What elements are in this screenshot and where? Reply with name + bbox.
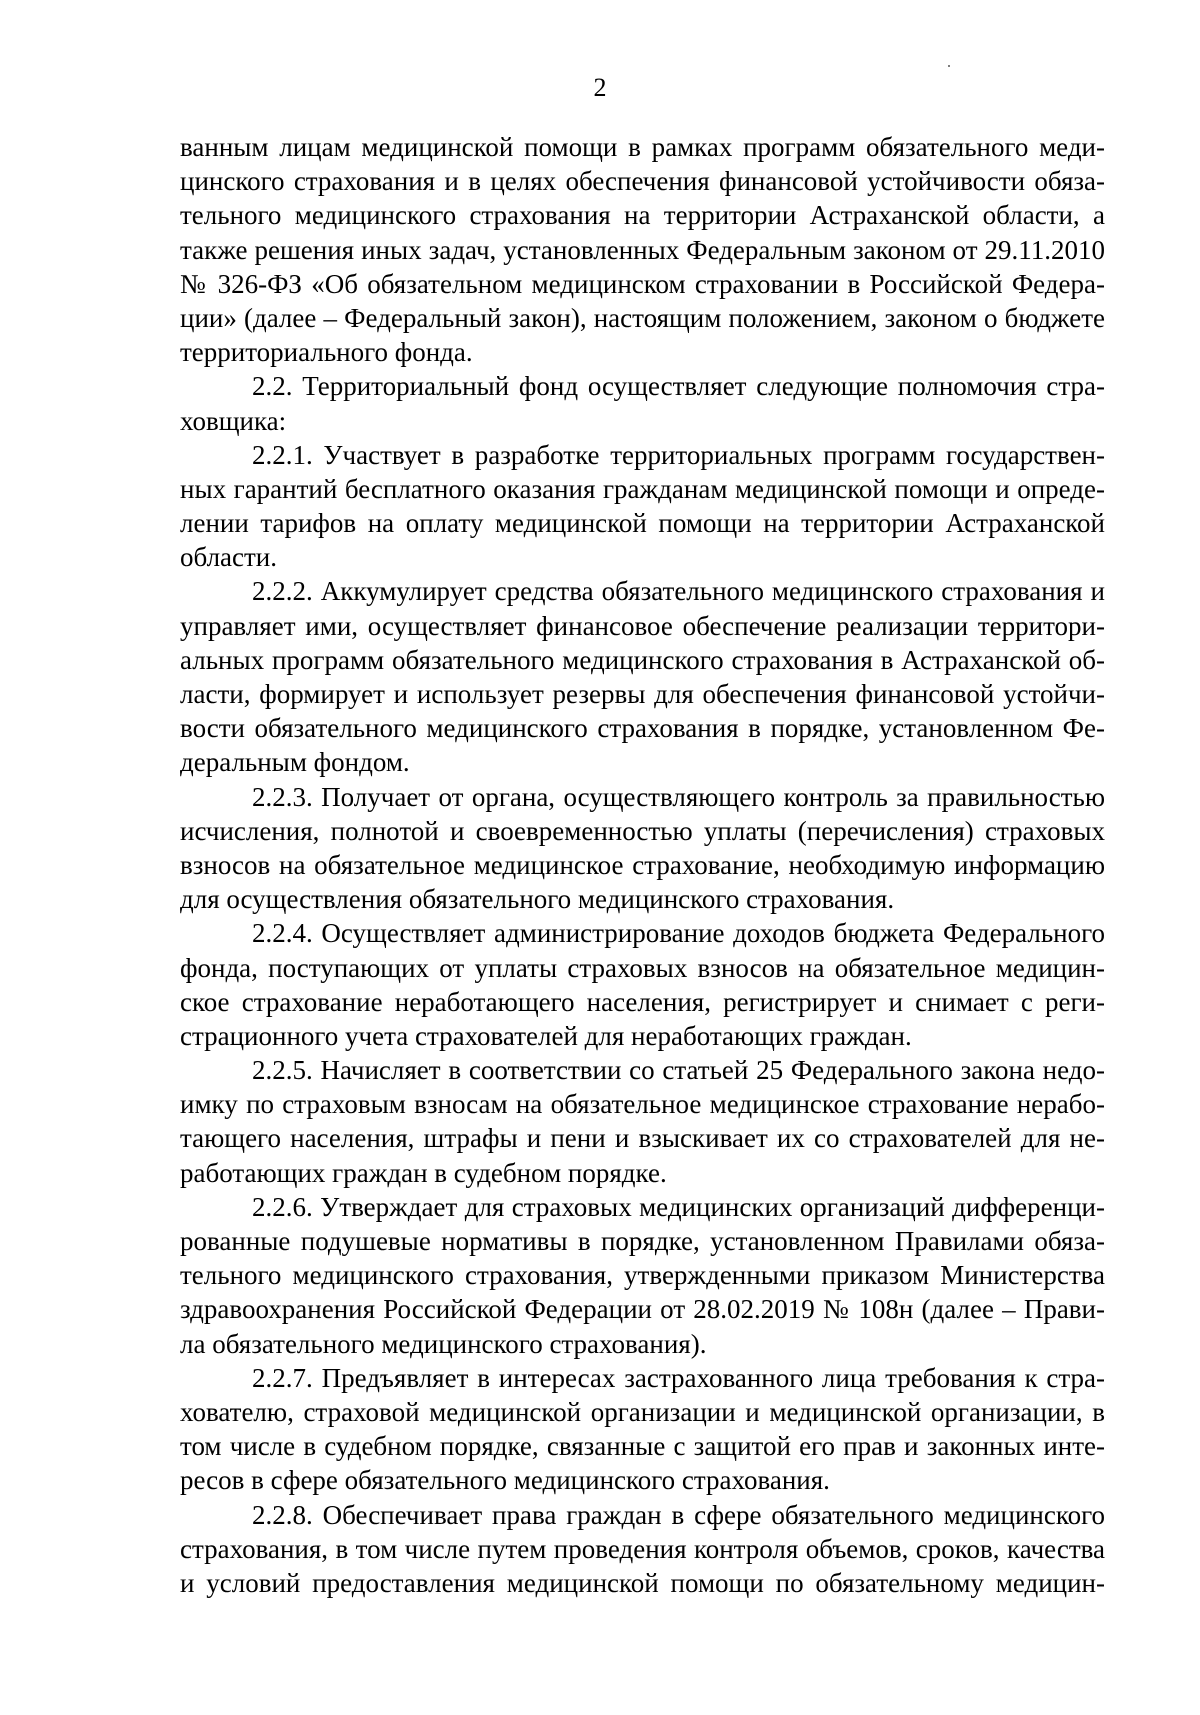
text-line: ла обязательного медицинского страхования).: [180, 1328, 707, 1359]
text-line: области.: [180, 542, 278, 573]
text-line: страционного учета страхователей для неработающих граждан.: [180, 1020, 912, 1051]
paragraph-2-2-7-first-line: 2.2.7. Предъявляет в интересах застрахованного лица требования к стра-: [252, 1362, 1105, 1393]
paragraph-2-2-3-first-line: 2.2.3. Получает от органа, осуществляющего контроль за правильностью: [252, 781, 1105, 812]
text-line: территориального фонда.: [180, 337, 473, 368]
text-line: тельного медицинского страхования, утвержденными приказом Министерства: [180, 1260, 1105, 1291]
text-line: здравоохранения Российской Федерации от 28.02.2019 № 108н (далее – Прави-: [180, 1294, 1105, 1325]
page-number: 2: [593, 73, 607, 102]
text-line: альных программ обязательного медицинского страхования в Астраханской об-: [180, 644, 1105, 675]
text-line: ское страхование неработающего населения, регистрирует и снимает с реги-: [180, 986, 1105, 1017]
text-line: ховщика:: [180, 405, 287, 436]
paragraph-2-2-1-first-line: 2.2.1. Участвует в разработке территориальных программ государствен-: [252, 439, 1105, 470]
text-line: том числе в судебном порядке, связанные с защитой его прав и законных инте-: [180, 1431, 1105, 1462]
text-line: тающего населения, штрафы и пени и взыскивает их со страхователей для не-: [180, 1123, 1105, 1154]
text-line: и условий предоставления медицинской помощи по обязательному медицин-: [180, 1567, 1105, 1598]
text-line: взносов на обязательное медицинское страхование, необходимую информацию: [180, 849, 1105, 880]
text-line: № 326-ФЗ «Об обязательном медицинском страховании в Российской Федера-: [180, 268, 1105, 299]
paragraph-2-2-4-first-line: 2.2.4. Осуществляет администрирование доходов бюджета Федерального: [252, 918, 1105, 949]
text-line: ных гарантий бесплатного оказания гражданам медицинской помощи и опреде-: [180, 473, 1105, 504]
paragraph-2-2-6-first-line: 2.2.6. Утверждает для страховых медицинских организаций дифференци-: [252, 1191, 1105, 1222]
text-line: исчисления, полнотой и своевременностью уплаты (перечисления) страховых: [180, 815, 1105, 846]
text-line: имку по страховым взносам на обязательное медицинское страхование нерабо-: [180, 1089, 1105, 1120]
paragraph-2-2-first-line: 2.2. Территориальный фонд осуществляет следующие полномочия стра-: [252, 371, 1105, 402]
text-line: тельного медицинского страхования на территории Астраханской области, а: [180, 200, 1105, 231]
text-line: также решения иных задач, установленных Федеральным законом от 29.11.2010: [180, 234, 1105, 265]
text-line: вости обязательного медицинского страхования в порядке, установленном Фе-: [180, 713, 1105, 744]
text-line: фонда, поступающих от уплаты страховых взносов на обязательное медицин-: [180, 952, 1105, 983]
paragraph-2-2-8-first-line: 2.2.8. Обеспечивает права граждан в сфере обязательного медицинского: [252, 1499, 1105, 1530]
paragraph-2-2-2-first-line: 2.2.2. Аккумулирует средства обязательного медицинского страхования и: [252, 576, 1105, 607]
text-line: хователю, страховой медицинской организации и медицинской организации, в: [180, 1396, 1105, 1427]
document-body: [180, 130, 1105, 1600]
text-line: страхования, в том числе путем проведения контроля объемов, сроков, качества: [180, 1533, 1105, 1564]
text-line: ласти, формирует и использует резервы для обеспечения финансовой устойчи-: [180, 679, 1105, 709]
text-line: ции» (далее – Федеральный закон), настоящим положением, законом о бюджете: [180, 302, 1105, 333]
text-line: ванным лицам медицинской помощи в рамках программ обязательного меди-: [180, 132, 1105, 162]
text-line: работающих граждан в судебном порядке.: [180, 1157, 667, 1188]
text-line: ресов в сфере обязательного медицинского страхования.: [180, 1465, 830, 1496]
text-line: лении тарифов на оплату медицинской помощи на территории Астраханской: [180, 508, 1105, 539]
text-line: деральным фондом.: [180, 747, 410, 778]
text-line: цинского страхования и в целях обеспечения финансовой устойчивости обяза-: [180, 166, 1105, 197]
paragraph-2-2-5-first-line: 2.2.5. Начисляет в соответствии со статьей 25 Федерального закона недо-: [252, 1055, 1105, 1086]
text-line: управляет ими, осуществляет финансовое обеспечение реализации территори-: [180, 610, 1105, 641]
text-line: для осуществления обязательного медицинского страхования.: [180, 884, 895, 915]
text-line: рованные подушевые нормативы в порядке, установленном Правилами обяза-: [180, 1226, 1105, 1256]
scan-speck: [948, 65, 950, 67]
